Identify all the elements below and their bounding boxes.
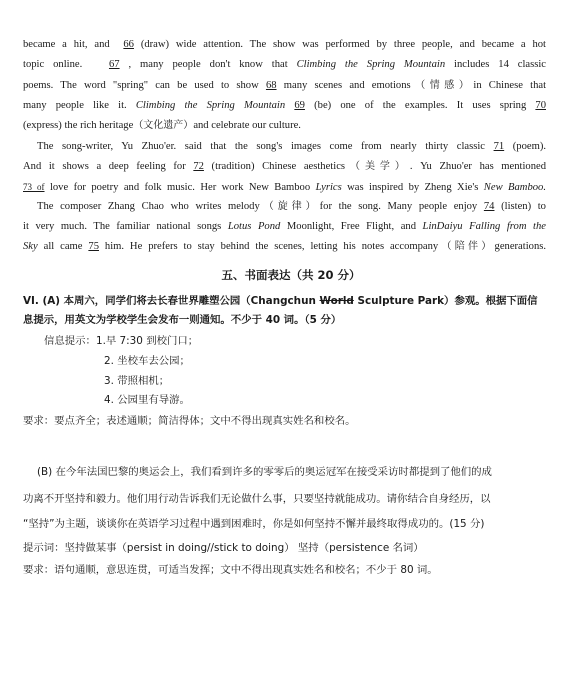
text: 息提示，用英文为学校学生会发布一则通知。不少于 40 词。（5 分） (23, 314, 342, 326)
info-item: 1.早 7:30 到校门口； (95, 335, 199, 347)
passage-line-8 (23, 180, 546, 195)
passage-line-5 (23, 119, 546, 133)
struck-word: World (319, 295, 354, 307)
chinese-gloss: （旋律） (259, 201, 320, 212)
part-b-line-3: “坚持”为主题，谈谈你在英语学习过程中遇到困难时，你是如何坚持不懈并最终取得成功的。(15 分) (23, 518, 485, 530)
passage-line-6 (37, 140, 546, 154)
blank-73-handwritten: 73 of (23, 182, 45, 192)
text: (poem). (512, 141, 546, 152)
chinese-gloss: （陪伴） (438, 241, 495, 252)
title-italic: Lyrics (315, 182, 342, 193)
blank-70: 70 (535, 100, 546, 111)
part-b-hint: 提示词：坚持做某事（persist in doing//stick to doing） 坚持（persistence 名词） (23, 542, 424, 554)
info-item: 2. 坐校车去公园； (104, 355, 190, 367)
passage-line-3 (23, 79, 546, 93)
passage-line-9 (37, 200, 546, 214)
text: The song-writer, Yu Zhuo'er. said that the song's images come from nearly thirty classic (37, 141, 485, 152)
part-a-requirement: 要求：要点齐全；表述通顺；简洁得体；文中不得出现真实姓名和校名。 (23, 415, 356, 427)
blank-75: 75 (88, 241, 99, 252)
title-italic: Lotus Pond (227, 221, 281, 232)
passage-line-2 (23, 58, 546, 72)
passage-line-7 (23, 160, 546, 174)
text: many people like it. (23, 100, 136, 111)
title-italic: Sky (23, 241, 38, 252)
text: poems. The word "spring" can be used to show (23, 80, 259, 91)
blank-72: 72 (193, 161, 204, 172)
text: in Chinese that (473, 80, 546, 91)
part-b-line-1: (B) 在今年法国巴黎的奥运会上，我们看到许多的零零后的奥运冠军在接受采访时都提到了他们的成 (37, 466, 492, 478)
text: for the song. Many people enjoy (319, 201, 478, 212)
part-b-requirement: 要求：语句通顺，意思连贯，可适当发挥；文中不得出现真实姓名和校名；不少于 80 词。 (23, 564, 438, 576)
text: (be) one of the examples. It uses spring (314, 100, 527, 111)
blank-69: 69 (294, 100, 305, 111)
text: Moonlight, Free Flight, and (280, 221, 423, 232)
info-label: 信息提示： (44, 335, 96, 347)
text: it very much. The familiar national songs (23, 221, 228, 232)
info-item: 3. 带照相机； (104, 375, 170, 387)
title-italic: New Bamboo. (483, 182, 546, 193)
passage-line-11 (23, 240, 546, 254)
title-italic: Climbing the Spring Mountain (135, 100, 286, 111)
text: Sculpture Park）参观。根据下面信 (353, 295, 538, 307)
chinese-gloss: （情感） (410, 80, 474, 91)
info-hint (44, 334, 546, 348)
text: and celebrate our culture. (193, 120, 301, 131)
passage-line-10 (23, 220, 546, 234)
title-italic: Climbing the Spring Mountain (296, 59, 446, 70)
part-a-line-1 (23, 294, 546, 308)
text: (tradition) Chinese aesthetics (211, 161, 346, 172)
blank-67: 67 (108, 59, 120, 70)
blank-74: 74 (483, 201, 495, 212)
passage-line-4 (23, 99, 546, 113)
blank-68: 68 (265, 80, 277, 91)
text: (listen) to (501, 201, 546, 212)
text: includes 14 classic (445, 59, 546, 70)
title-italic: LinDaiyu Falling from the (422, 221, 546, 232)
text: (draw) wide attention. The show was performed by three people, and became a hot (140, 39, 546, 50)
section-title: 五、书面表达（共 20 分） (221, 268, 361, 282)
text: all came (37, 241, 83, 252)
text: generations. (494, 241, 546, 252)
part-b-line-2: 功离不开坚持和毅力。他们用行动告诉我们无论做什么事，只要坚持就能成功。请你结合自身经历，以 (23, 493, 491, 505)
text: love for poetry and folk music. Her work New Bamboo (49, 182, 316, 193)
text: . Yu Zhuo'er has mentioned (409, 161, 546, 172)
text: him. He prefers to stay behind the scenes, letting his notes accompany (98, 241, 439, 252)
blank-66: 66 (123, 39, 134, 50)
chinese-gloss: （美学） (345, 161, 410, 172)
text: (express) the rich heritage (23, 120, 134, 131)
text: And it shows a deep feeling for (23, 161, 194, 172)
text: who (170, 201, 189, 212)
text: writes melody (188, 201, 260, 212)
text: many scenes and emotions (283, 80, 411, 91)
text: VI. (A) 本周六，同学们将去长春世界雕塑公园（Changchun (23, 295, 320, 307)
text: The composer Zhang Chao (37, 201, 171, 212)
passage-line-1 (23, 38, 546, 52)
text: topic online. (23, 59, 92, 70)
text: became a hit, and (23, 39, 117, 50)
chinese-gloss: （文化遗产） (133, 120, 194, 131)
blank-71: 71 (493, 141, 505, 152)
info-item: 4. 公园里有导游。 (104, 394, 190, 406)
text: , many people don't know that (128, 59, 297, 70)
text: was inspired by Zheng Xie's (341, 182, 484, 193)
part-a-line-2 (23, 313, 546, 327)
